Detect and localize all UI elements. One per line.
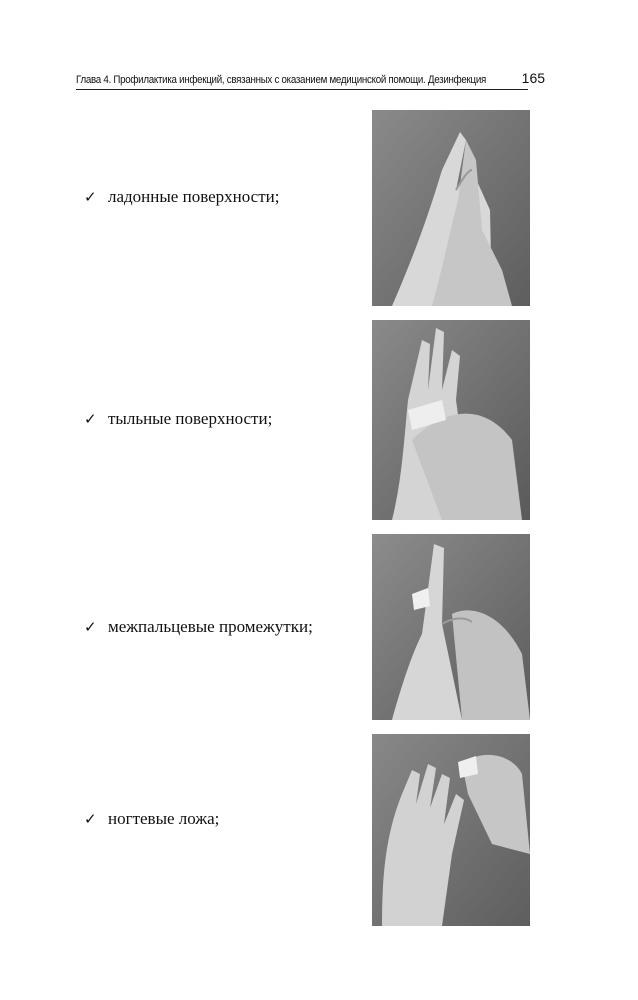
checkmark-icon: ✓ (84, 619, 97, 636)
chapter-title: Глава 4. Профилактика инфекций, связанных с оказанием медицинской помощи. Дезинфекция (76, 74, 487, 86)
hands-nails-photo (372, 734, 530, 926)
list-item-text: межпальцевые промежутки; (108, 617, 313, 636)
page-number: 165 (521, 70, 546, 86)
checkmark-icon: ✓ (84, 811, 97, 828)
header-rule (76, 89, 528, 90)
checkmark-icon: ✓ (84, 411, 97, 428)
hands-palms-photo (372, 110, 530, 306)
list-item-palms (84, 182, 364, 212)
list-item-text: ногтевые ложа; (108, 809, 220, 828)
list-item-interdigital (84, 612, 364, 642)
hands-backs-photo (372, 320, 530, 520)
list-item-text: тыльные поверхности; (108, 409, 273, 428)
running-header (76, 64, 546, 86)
list-item-backs (84, 404, 364, 434)
list-item-text: ладонные поверхности; (108, 187, 280, 206)
list-item-nails (84, 804, 364, 834)
hands-interdigital-photo (372, 534, 530, 720)
checkmark-icon: ✓ (84, 189, 97, 206)
